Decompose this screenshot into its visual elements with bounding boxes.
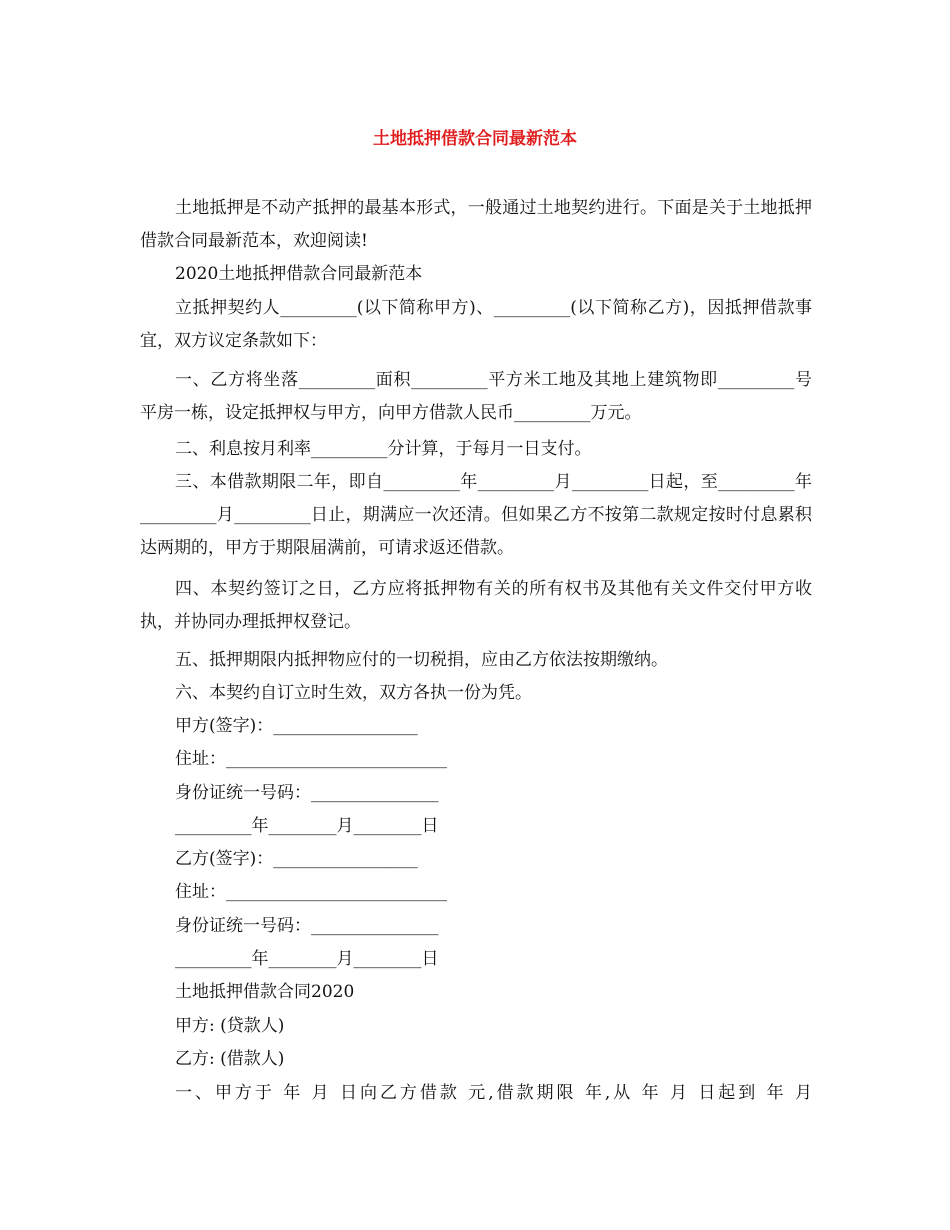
clause-3: 三、本借款期限二年，即自_________年_________月_________日起，至_________年_________月_________日止，期满应一次还清。但如果乙方不按第二款规定按时付息累积达两期的，甲方于期限届满前，可请求返还借款。 <box>140 472 812 558</box>
party-b-date: _________年________月________日 <box>175 949 439 969</box>
clause-2: 二、利息按月利率_________分计算，于每月一日支付。 <box>175 439 592 459</box>
lender-line: 甲方: (贷款人) <box>175 1016 285 1036</box>
subtitle-2020: 2020土地抵押借款合同最新范本 <box>175 264 423 284</box>
party-a-id-number: 身份证统一号码：_______________ <box>175 783 439 803</box>
party-b-id-number: 身份证统一号码：_______________ <box>175 916 439 936</box>
intro-paragraph: 土地抵押是不动产抵押的最基本形式，一般通过土地契约进行。下面是关于土地抵押借款合同最新范本，欢迎阅读! <box>140 198 812 251</box>
party-a-signature: 甲方(签字)：_________________ <box>175 716 418 736</box>
party-b-signature: 乙方(签字)：_________________ <box>175 849 418 869</box>
clause-1: 一、乙方将坐落_________面积_________平方米工地及其地上建筑物即_________号平房一栋，设定抵押权与甲方，向甲方借款人民币_________万元。 <box>140 370 812 423</box>
second-contract-clause-1: 一、甲方于 年 月 日向乙方借款 元,借款期限 年,从 年 月 日起到 年 月 <box>175 1083 812 1103</box>
clause-5: 五、抵押期限内抵押物应付的一切税捐，应由乙方依法按期缴纳。 <box>175 650 668 670</box>
party-b-address: 住址：__________________________ <box>175 882 447 902</box>
document-title: 土地抵押借款合同最新范本 <box>373 129 577 149</box>
clause-4: 四、本契约签订之日，乙方应将抵押物有关的所有权书及其他有关文件交付甲方收执，并协同办理抵押权登记。 <box>140 579 812 632</box>
clause-6: 六、本契约自订立时生效，双方各执一份为凭。 <box>175 683 532 703</box>
opening-paragraph: 立抵押契约人_________(以下简称甲方)、_________(以下简称乙方)，因抵押借款事宜，双方议定条款如下： <box>140 298 812 351</box>
party-a-date: _________年________月________日 <box>175 816 439 836</box>
party-a-address: 住址：__________________________ <box>175 749 447 769</box>
borrower-line: 乙方: (借款人) <box>175 1049 285 1069</box>
second-contract-title: 土地抵押借款合同2020 <box>175 982 355 1002</box>
